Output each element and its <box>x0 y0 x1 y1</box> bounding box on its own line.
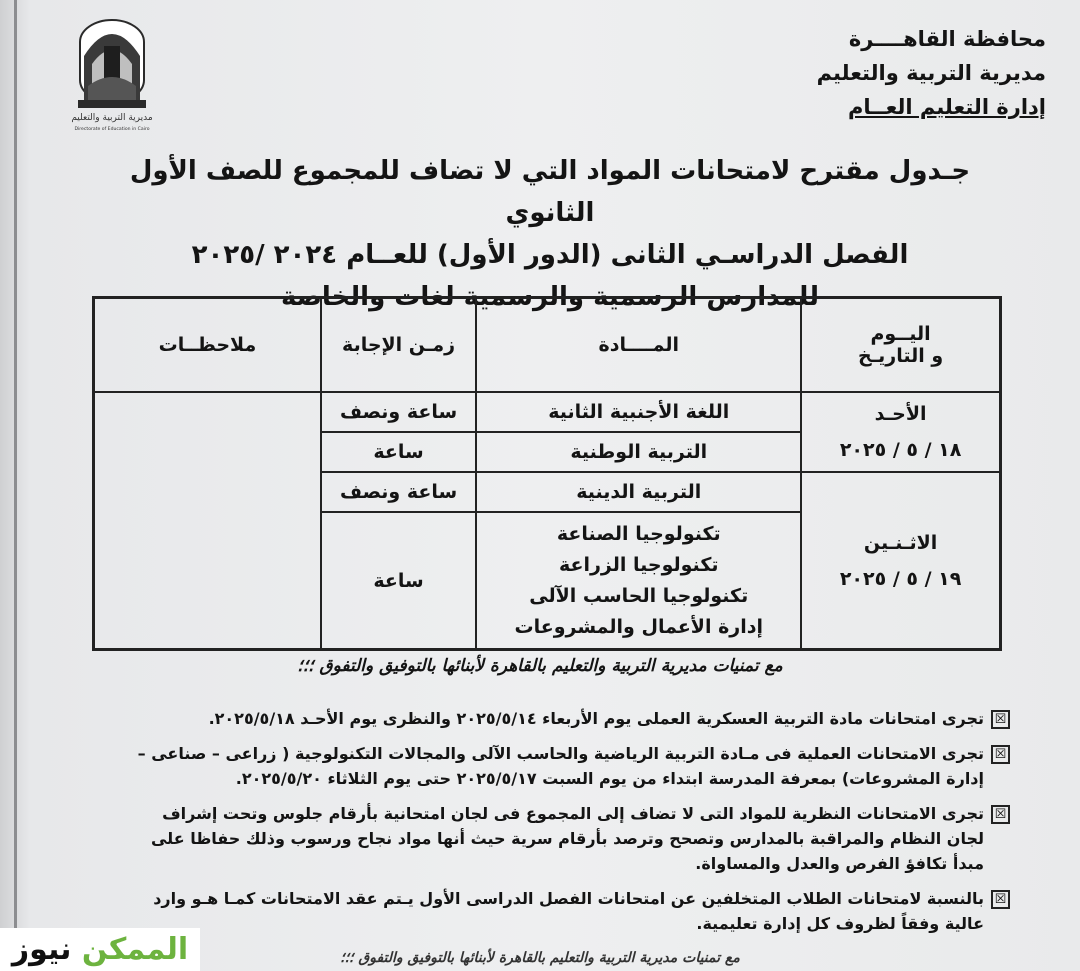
notes-list <box>120 706 1010 946</box>
note-text: تجرى الامتحانات النظرية للمواد التى لا تضاف إلى المجموع فى لجان امتحانية بأرقام جلوس وتحت إشراف لجان النظام والمراقبة بالمدارس وتصحح وترصد بأرقام سرية حيث أنها مواد نجاح ورسوب وذلك حفاظا على مبدأ تكافؤ الفرص والعدل والمساواة. <box>150 804 984 873</box>
duration-cell: ساعة ونصف <box>321 472 477 512</box>
subject-cell: التربية الوطنية <box>476 432 801 472</box>
note-text: تجرى امتحانات مادة التربية العسكرية العملى يوم الأربعاء ٢٠٢٥/٥/١٤ والنظرى يوم الأحـد ٢٠٢٥/٥/١٨. <box>208 709 984 728</box>
day-name: الاثـنـين <box>863 531 938 554</box>
list-item <box>120 706 1010 731</box>
header-notes: ملاحظــات <box>94 298 321 393</box>
checkbox-marked-icon: ☒ <box>991 805 1010 824</box>
day-date: ١٩ / ٥ / ٢٠٢٥ <box>839 567 962 590</box>
watermark-part-1: الممكن <box>81 932 189 967</box>
notes-cell <box>94 392 321 650</box>
header-subject: المــــادة <box>476 298 801 393</box>
note-text: تجرى الامتحانات العملية فى مـادة التربية الرياضية والحاسب الآلى والمجالات التكنولوجية ( زراعى – صناعى – إدارة المشروعات) بمعرفة المدرسة ابتداء من يوم السبت ٢٠٢٥/٥/١٧ حتى يوم الثلاثاء ٢٠٢٥/٥/٢٠. <box>137 744 984 788</box>
watermark-logo <box>0 928 200 971</box>
list-item <box>120 741 1010 791</box>
directorate-label: مديرية التربية والتعليم <box>816 61 1046 85</box>
logo-caption-ar: مديرية التربية والتعليم <box>71 113 153 123</box>
header-day-date <box>801 298 1000 393</box>
list-item <box>120 801 1010 876</box>
header-block <box>817 22 1046 124</box>
duration-cell: ساعة <box>321 512 477 650</box>
title-line-1: جـدول مقترح لامتحانات المواد التي لا تضاف للمجموع للصف الأول الثانوي <box>129 156 971 228</box>
header-day: اليــوم <box>870 323 931 345</box>
table-row <box>94 392 1001 432</box>
list-item <box>120 886 1010 936</box>
checkbox-marked-icon: ☒ <box>991 745 1010 764</box>
duration-cell: ساعة <box>321 432 477 472</box>
checkbox-marked-icon: ☒ <box>991 710 1010 729</box>
subject-line: إدارة الأعمال والمشروعات <box>514 615 764 638</box>
administration-label: إدارة التعليم العــام <box>848 95 1046 119</box>
subject-cell: التربية الدينية <box>476 472 801 512</box>
checkbox-marked-icon: ☒ <box>991 890 1010 909</box>
subject-cell-multi <box>476 512 801 650</box>
day-date: ١٨ / ٥ / ٢٠٢٥ <box>839 439 962 461</box>
subject-line: تكنولوجيا الزراعة <box>558 553 719 576</box>
wishes-line-bottom: مع تمنيات مديرية التربية والتعليم بالقاهرة لأبنائها بالتوفيق والتفوق ؛؛؛ <box>340 950 740 966</box>
header-date: و التاريـخ <box>857 345 944 367</box>
directorate-logo-icon <box>62 16 162 134</box>
day-name: الأحـد <box>874 403 927 425</box>
title-line-2: الفصل الدراسـي الثانى (الدور الأول) للعــام ٢٠٢٤ /٢٠٢٥ <box>191 240 909 270</box>
day-cell <box>801 472 1000 650</box>
duration-cell: ساعة ونصف <box>321 392 477 432</box>
subject-line: تكنولوجيا الصناعة <box>556 522 721 545</box>
subject-cell: اللغة الأجنبية الثانية <box>476 392 801 432</box>
table-header-row <box>94 298 1001 393</box>
wishes-line: مع تمنيات مديرية التربية والتعليم بالقاهرة لأبنائها بالتوفيق والتفوق ؛؛؛ <box>297 656 783 676</box>
document-title <box>110 150 990 318</box>
logo-caption-en: Directorate of Education in Cairo <box>74 127 150 132</box>
title-line-3: للمدارس الرسمية والرسمية لغات والخاصة <box>281 282 819 312</box>
note-text: بالنسبة لامتحانات الطلاب المتخلفين عن امتحانات الفصل الدراسى الأول يـتم عقد الامتحانات كمـا هـو وارد عالية وفقاً لظروف كل إدارة تعليمية. <box>153 889 984 933</box>
governorate-label: محافظة القاهــــرة <box>848 27 1046 51</box>
page-edge-divider <box>14 0 17 971</box>
watermark-part-2: نيوز <box>11 932 72 967</box>
exam-schedule-table <box>92 296 1002 651</box>
subject-line: تكنولوجيا الحاسب الآلى <box>529 584 749 607</box>
day-cell <box>801 392 1000 472</box>
header-duration: زمـن الإجابة <box>321 298 477 393</box>
